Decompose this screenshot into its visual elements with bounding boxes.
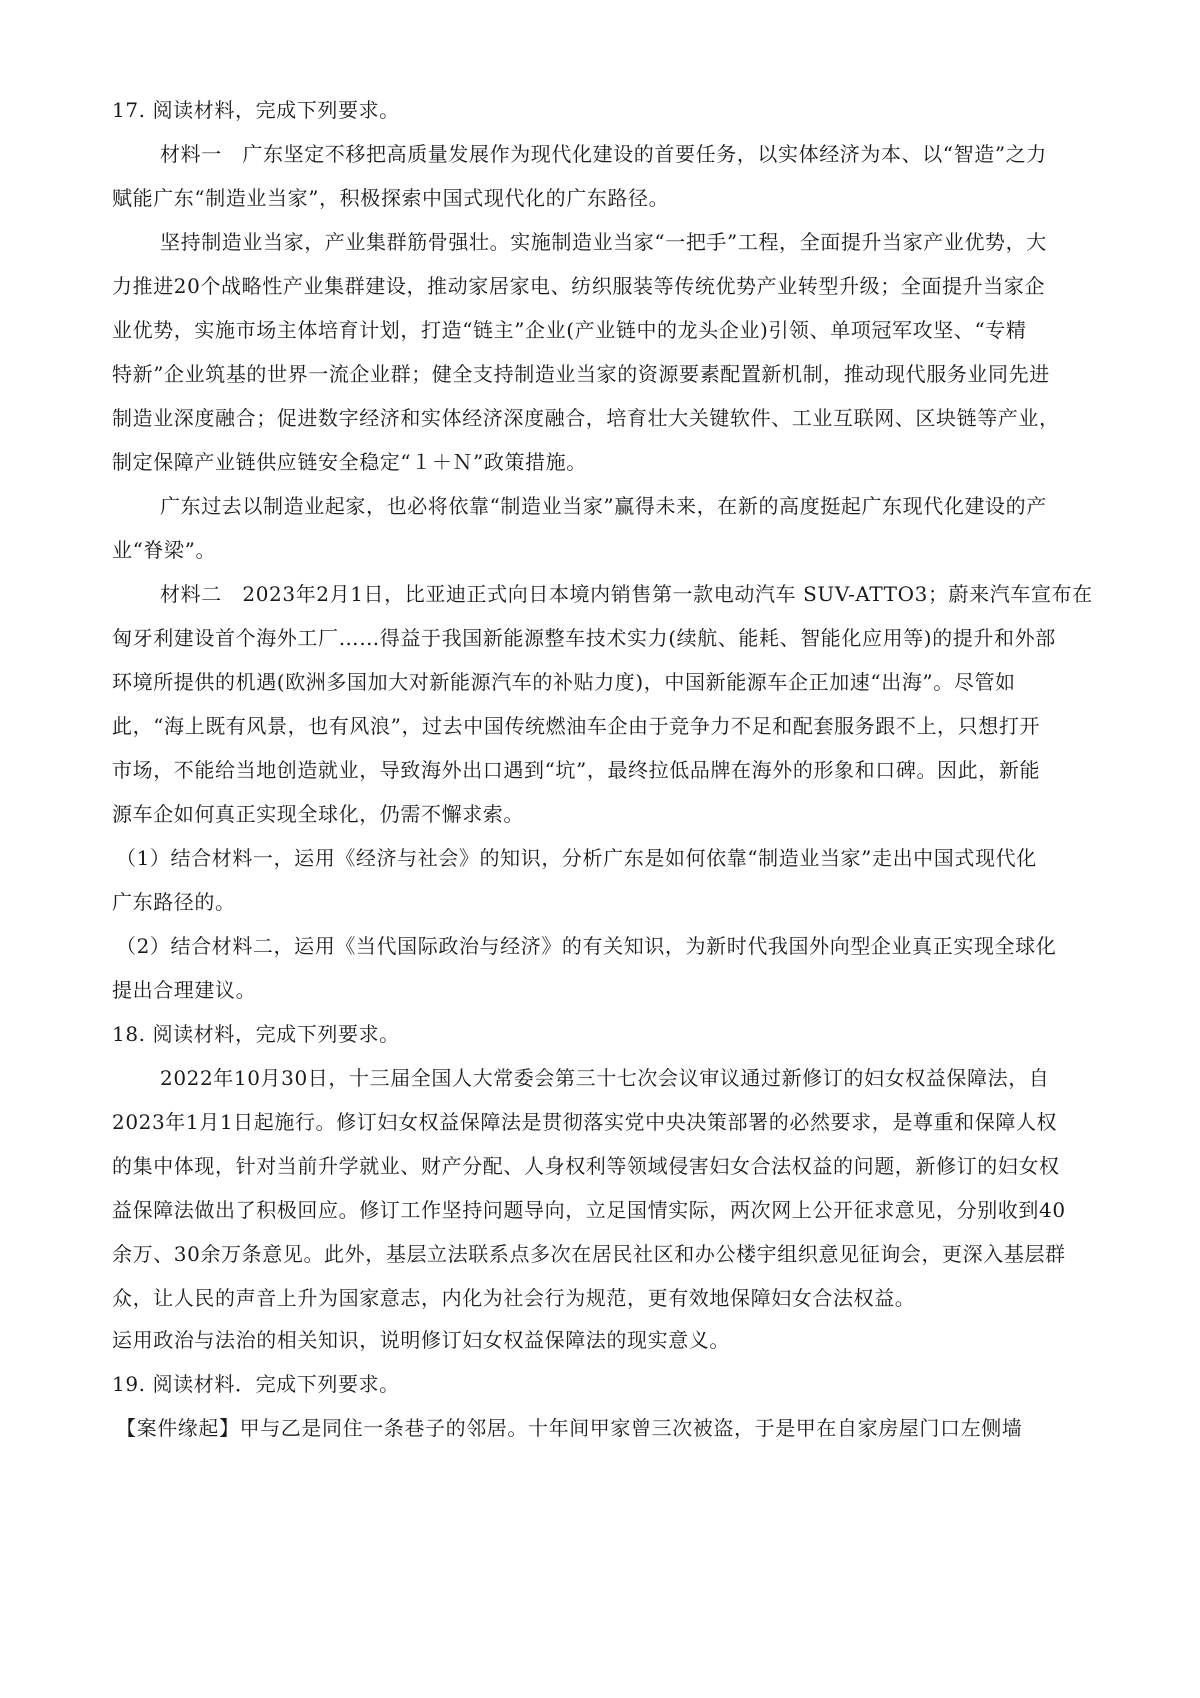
q19-heading: 19. 阅读材料．完成下列要求。 [112, 1372, 400, 1396]
q17-material2-line: 市场，不能给当地创造就业，导致海外出口遇到“坑”，最终拉低品牌在海外的形象和口碑。因此，新能 [112, 758, 1041, 782]
q17-material1-para2-line: 力推进20个战略性产业集群建设，推动家居家电、纺织服装等传统优势产业转型升级；全面提升当家企 [112, 274, 1046, 298]
q18-material-line: 2022年10月30日，十三届全国人大常委会第三十七次会议审议通过新修订的妇女权益保障法，自 [160, 1066, 1050, 1090]
q17-material1-line: 材料一 广东坚定不移把高质量发展作为现代化建设的首要任务，以实体经济为本、以“智造”之力 [160, 142, 1047, 166]
q17-material2-line: 匈牙利建设首个海外工厂……得益于我国新能源整车技术实力(续航、能耗、智能化应用等)的提升和外部 [112, 626, 1056, 650]
q17-material2-line: 源车企如何真正实现全球化，仍需不懈求索。 [112, 802, 524, 826]
q17-subquestion-2: （2）结合材料二，运用《当代国际政治与经济》的有关知识，为新时代我国外向型企业真正实现全球化 [116, 934, 1057, 958]
q17-material1-para3-line: 广东过去以制造业起家，也必将依靠“制造业当家”赢得未来，在新的高度挺起广东现代化建设的产 [160, 494, 1047, 518]
q18-material-line: 余万、30余万条意见。此外，基层立法联系点多次在居民社区和办公楼宇组织意见征询会，更深入基层群 [112, 1242, 1066, 1266]
q18-material-line: 的集中体现，针对当前升学就业、财产分配、人身权利等领域侵害妇女合法权益的问题，新修订的妇女权 [112, 1154, 1060, 1178]
q17-material2-line: 材料二 2023年2月1日，比亚迪正式向日本境内销售第一款电动汽车 SUV-ATTO3；蔚来汽车宣布在 [160, 582, 1093, 606]
q17-material1-para2-line: 特新”企业筑基的世界一流企业群；健全支持制造业当家的资源要素配置新机制，推动现代服务业同先进 [112, 362, 1050, 386]
q17-subquestion-1: （1）结合材料一，运用《经济与社会》的知识，分析广东是如何依靠“制造业当家”走出中国式现代化 [116, 846, 1037, 870]
q18-material-line: 益保障法做出了积极回应。修订工作坚持问题导向，立足国情实际，两次网上公开征求意见，分别收到40 [112, 1198, 1066, 1222]
q18-question: 运用政治与法治的相关知识，说明修订妇女权益保障法的现实意义。 [112, 1328, 730, 1352]
q17-heading: 17. 阅读材料，完成下列要求。 [112, 98, 400, 122]
q17-material1-para2-line: 制定保障产业链供应链安全稳定“１＋Ｎ”政策措施。 [112, 450, 587, 474]
q17-subquestion-1-cont: 广东路径的。 [112, 890, 236, 914]
q17-material1-para2-line: 制造业深度融合；促进数字经济和实体经济深度融合，培育壮大关键软件、工业互联网、区块链等产业， [112, 406, 1060, 430]
q18-heading: 18. 阅读材料，完成下列要求。 [112, 1022, 400, 1046]
q17-material1-para2-line: 坚持制造业当家，产业集群筋骨强壮。实施制造业当家“一把手”工程，全面提升当家产业优势，大 [160, 230, 1047, 254]
q17-material2-line: 此，“海上既有风景，也有风浪”，过去中国传统燃油车企由于竞争力不足和配套服务跟不上，只想打开 [112, 714, 1041, 738]
q19-material-line: 【案件缘起】甲与乙是同住一条巷子的邻居。十年间甲家曾三次被盗，于是甲在自家房屋门口左侧墙 [116, 1416, 1023, 1440]
q18-material-line: 2023年1月1日起施行。修订妇女权益保障法是贯彻落实党中央决策部署的必然要求，是尊重和保障人权 [112, 1110, 1058, 1134]
q17-material1-line: 赋能广东“制造业当家”，积极探索中国式现代化的广东路径。 [112, 186, 670, 210]
q17-subquestion-2-cont: 提出合理建议。 [112, 978, 257, 1002]
q17-material1-para3-line: 业“脊梁”。 [112, 538, 217, 562]
q18-material-line: 众，让人民的声音上升为国家意志，内化为社会行为规范，更有效地保障妇女合法权益。 [112, 1286, 916, 1310]
q17-material1-para2-line: 业优势，实施市场主体培育计划，打造“链主”企业(产业链中的龙头企业)引领、单项冠军攻坚、“专精 [112, 318, 1027, 342]
q17-material2-line: 环境所提供的机遇(欧洲多国加大对新能源汽车的补贴力度)，中国新能源车企正加速“出海”。尽管如 [112, 670, 1016, 694]
